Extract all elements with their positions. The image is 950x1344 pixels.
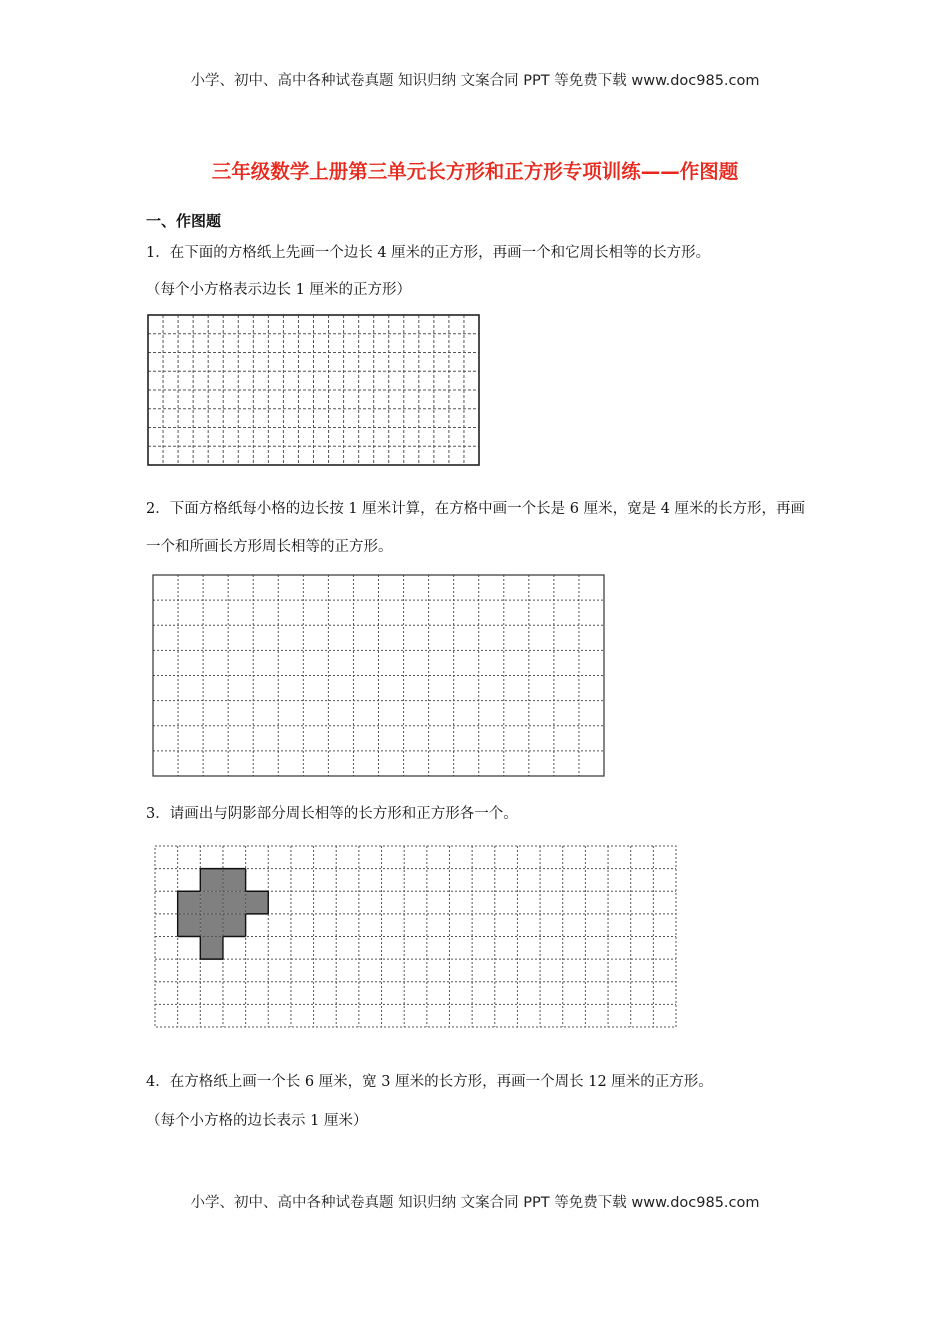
section-heading: 一、作图题	[146, 212, 222, 230]
shaded-cell	[246, 891, 269, 914]
worksheet-title: 三年级数学上册第三单元长方形和正方形专项训练——作图题	[211, 160, 739, 183]
shaded-cell	[178, 914, 201, 937]
shaded-cell	[223, 869, 246, 892]
shaded-cell	[200, 869, 223, 892]
shaded-cell	[200, 914, 223, 937]
page-footer: 小学、初中、高中各种试卷真题 知识归纳 文案合同 PPT 等免费下载 www.doc985.com	[190, 1195, 760, 1211]
question-3-text: 3．请画出与阴影部分周长相等的长方形和正方形各一个。	[146, 806, 518, 822]
shaded-cell	[200, 937, 223, 960]
grid-paper-3[interactable]	[155, 846, 676, 1027]
shaded-cell	[223, 891, 246, 914]
shaded-cell	[223, 914, 246, 937]
question-1-text: 1．在下面的方格纸上先画一个边长 4 厘米的正方形，再画一个和它周长相等的长方形。	[146, 245, 711, 261]
grid-paper-2[interactable]	[153, 575, 604, 776]
shaded-cell	[200, 891, 223, 914]
question-4-note: （每个小方格的边长表示 1 厘米）	[146, 1113, 368, 1129]
page-header: 小学、初中、高中各种试卷真题 知识归纳 文案合同 PPT 等免费下载 www.doc985.com	[190, 73, 760, 89]
question-4-text: 4．在方格纸上画一个长 6 厘米，宽 3 厘米的长方形，再画一个周长 12 厘米的正方形。	[146, 1074, 713, 1090]
question-2-text: 2．下面方格纸每小格的边长按 1 厘米计算，在方格中画一个长是 6 厘米，宽是 4 厘米的长方形，再画一个和所画长方形周长相等的正方形。	[146, 501, 806, 555]
shaded-cell	[178, 891, 201, 914]
question-1-note: （每个小方格表示边长 1 厘米的正方形）	[146, 282, 411, 298]
grid-paper-1[interactable]	[148, 315, 479, 465]
